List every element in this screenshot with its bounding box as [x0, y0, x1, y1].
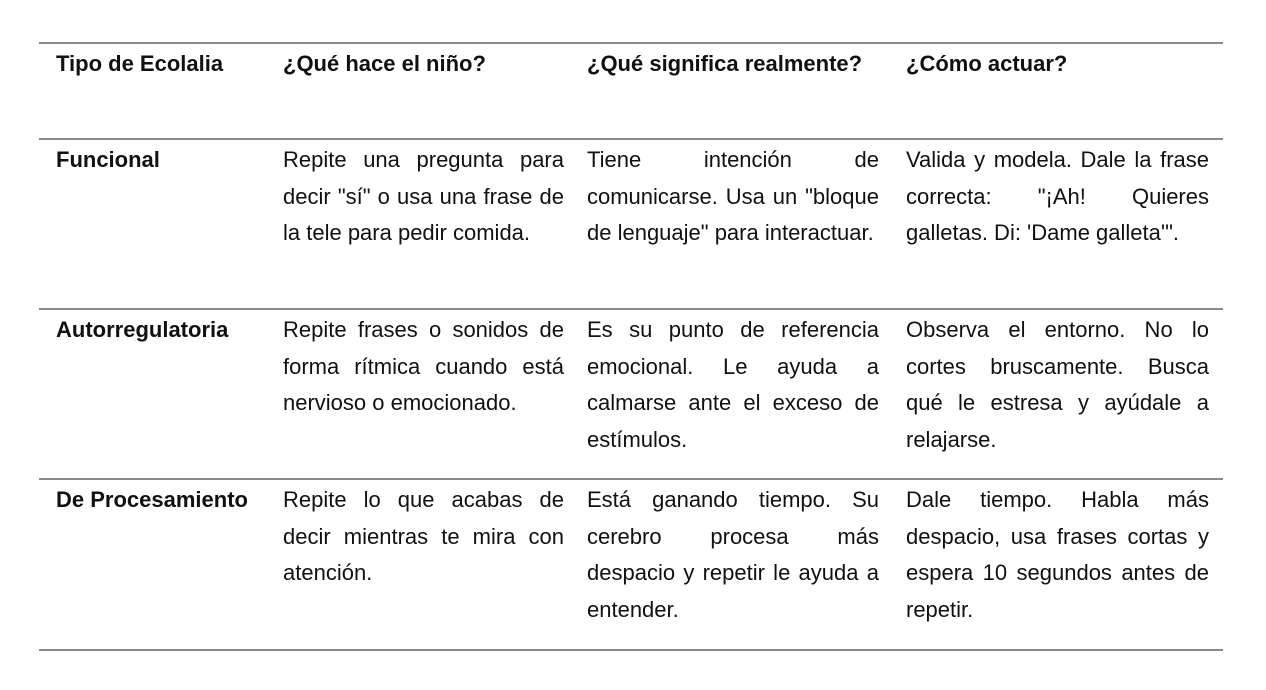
row-type: De Procesamiento: [56, 487, 248, 512]
header-como-actuar: ¿Cómo actuar?: [906, 51, 1068, 76]
row-action: Dale tiempo. Habla más despacio, usa frases cortas y espera 10 segundos antes de repetir.: [906, 487, 1209, 622]
header-que-hace: ¿Qué hace el niño?: [283, 51, 486, 76]
row-meaning: Tiene intención de comunicarse. Usa un "bloque de lenguaje" para interactuar.: [587, 147, 879, 245]
table-row: [39, 309, 1223, 479]
echolalia-table-container: [39, 42, 1223, 651]
row-what: Repite lo que acabas de decir mientras te mira con atención.: [283, 487, 564, 585]
row-type: Funcional: [56, 147, 160, 172]
row-action: Valida y modela. Dale la frase correcta: "¡Ah! Quieres galletas. Di: 'Dame galleta'".: [906, 147, 1209, 245]
row-what: Repite una pregunta para decir "sí" o usa una frase de la tele para pedir comida.: [283, 147, 564, 245]
header-que-significa: ¿Qué significa realmente?: [587, 51, 863, 76]
row-meaning: Está ganando tiempo. Su cerebro procesa más despacio y repetir le ayuda a entender.: [587, 487, 879, 622]
row-what: Repite frases o sonidos de forma rítmica cuando está nervioso o emocionado.: [283, 317, 564, 415]
table-row: [39, 479, 1223, 650]
row-meaning: Es su punto de referencia emocional. Le ayuda a calmarse ante el exceso de estímulos.: [587, 317, 879, 452]
header-tipo: Tipo de Ecolalia: [56, 51, 224, 76]
echolalia-table: [39, 42, 1223, 651]
row-type: Autorregulatoria: [56, 317, 229, 342]
row-action: Observa el entorno. No lo cortes bruscamente. Busca qué le estresa y ayúdale a relajarse.: [906, 317, 1209, 452]
table-header-row: [39, 43, 1223, 139]
table-row: [39, 139, 1223, 309]
